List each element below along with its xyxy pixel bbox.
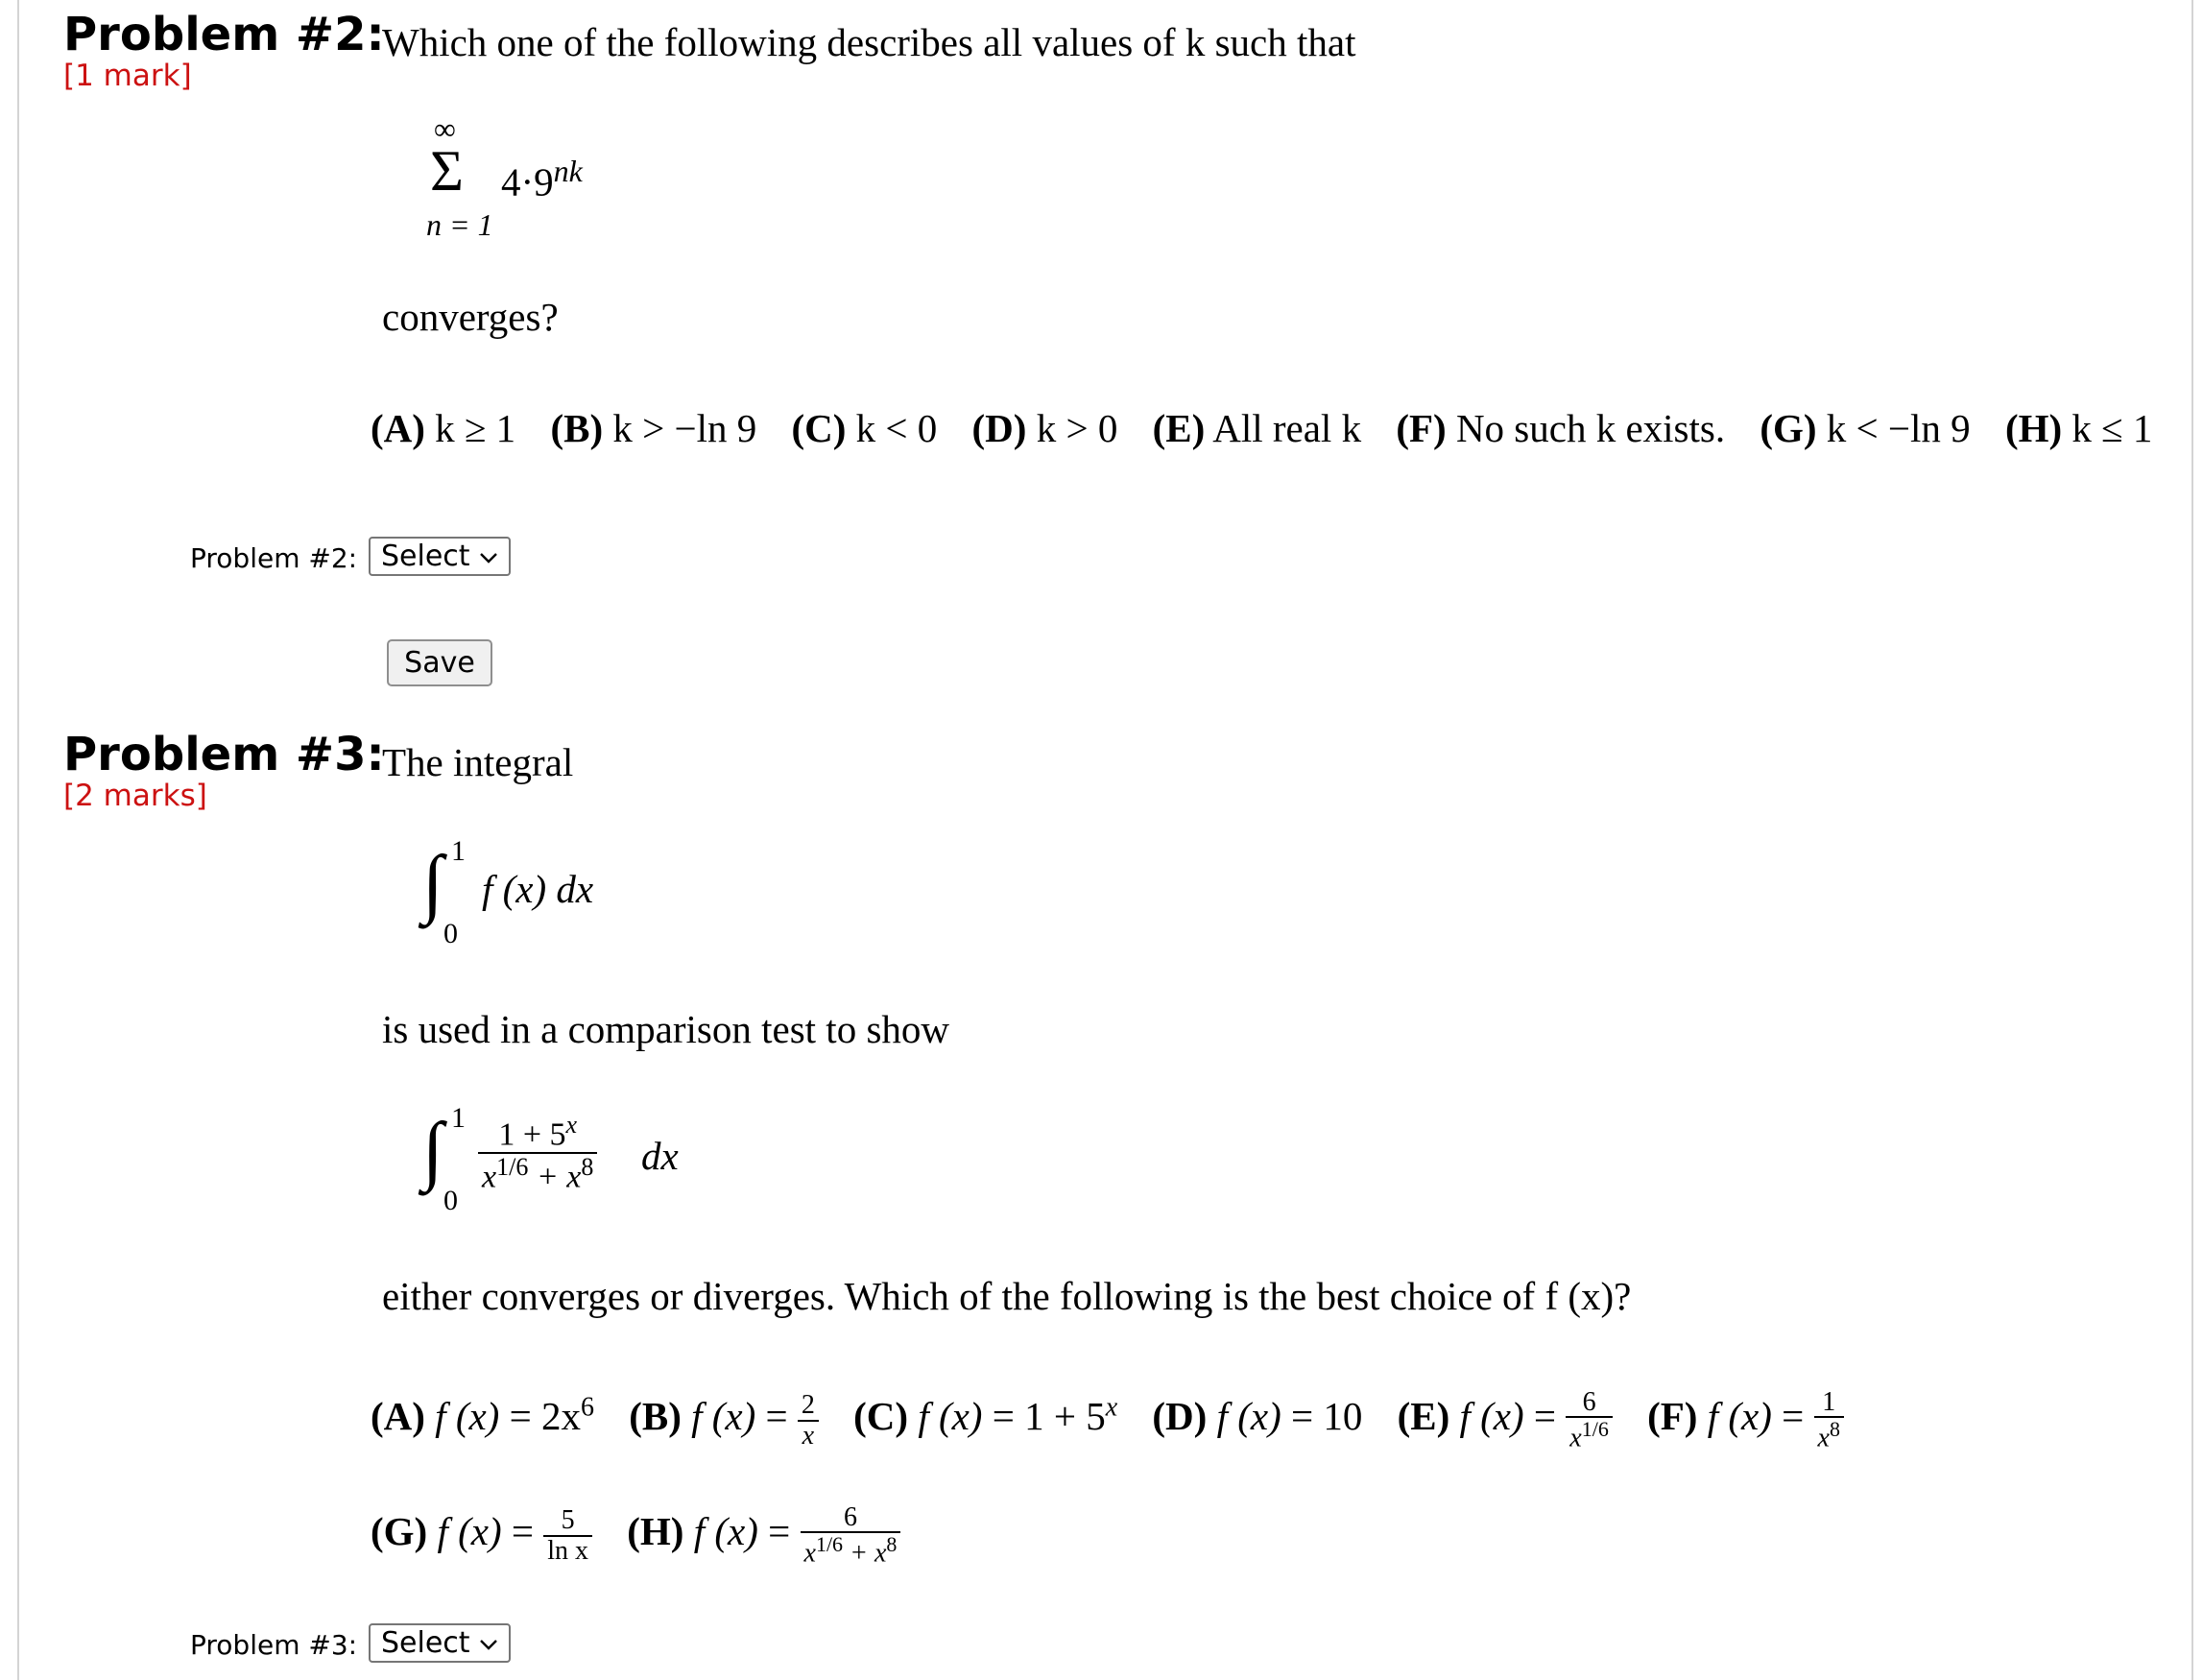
- series-lower-limit: n = 1: [426, 207, 493, 242]
- problem-3-middle-text: is used in a comparison test to show: [382, 1007, 950, 1051]
- p3-choice-d: (D) f (x) = 10: [1152, 1393, 1363, 1438]
- sigma-symbol: Σ: [430, 139, 464, 203]
- chevron-down-icon: [478, 543, 499, 570]
- choice-g: (G) k < −ln 9: [1760, 406, 1971, 450]
- problem-3-choices-row-1: [371, 1388, 1844, 1452]
- problem-3-intro: The integral: [382, 740, 574, 784]
- integral-1-upper: 1: [451, 835, 466, 867]
- problem-2-answer-select[interactable]: [369, 537, 511, 576]
- series-coefficient: 4: [501, 159, 521, 204]
- p3-choice-h: (H) f (x) = $\frac{6}{x^{1/6} + x^8}$: [627, 1509, 900, 1553]
- problem-2-heading: Problem #2:: [63, 8, 385, 61]
- chevron-down-icon: [478, 1630, 499, 1657]
- choice-d: (D) k > 0: [971, 406, 1118, 450]
- series-upper-limit: ∞: [434, 111, 456, 146]
- problem-3-answer-select[interactable]: [369, 1623, 511, 1663]
- save-button[interactable]: Save: [387, 639, 492, 686]
- problem-2-choices: [371, 406, 2153, 450]
- integral-2-fraction: $\frac{1 + 5^x}{x^{1/6} + x^8}$: [478, 1112, 597, 1194]
- choice-b: (B) k > −ln 9: [550, 406, 757, 450]
- problem-3-question: either converges or diverges. Which of the following is the best choice of f (x)?: [382, 1274, 1632, 1318]
- series-exponent: nk: [553, 154, 583, 188]
- integral-2-upper: 1: [451, 1102, 466, 1134]
- integral-2-dx: dx: [641, 1134, 679, 1178]
- problem-2-converges-text: converges?: [382, 295, 559, 339]
- problem-3-choices-row-2: [371, 1503, 900, 1568]
- choice-a: (A) k ≥ 1: [371, 406, 516, 450]
- select-value: Select: [381, 540, 470, 573]
- series-base: 9: [534, 159, 554, 204]
- series-dot: ·: [520, 159, 535, 204]
- integral-2-lower: 0: [443, 1185, 458, 1216]
- integral-1-integrand: f (x) dx: [482, 867, 594, 911]
- p3-choice-c: (C) f $(x) = 1 + 5^x$: [853, 1392, 1118, 1438]
- choice-h: (H) k ≤ 1: [2004, 406, 2153, 450]
- left-border: [17, 0, 19, 1680]
- p3-choice-g: (G) f (x) = $\frac{5}{\text{ln x}}$: [371, 1509, 602, 1553]
- series-term: [501, 156, 583, 203]
- select-value: Select: [381, 1626, 470, 1660]
- choice-f: (F) No such k exists.: [1396, 406, 1726, 450]
- problem-3-marks: [2 marks]: [63, 779, 207, 813]
- p3-choice-a: (A) f $(x) = 2x^6$: [371, 1392, 594, 1438]
- p3-choice-f: (F) f (x) = $\frac{1}{x^8}$: [1647, 1394, 1844, 1438]
- p3-choice-e: (E) f (x) = $\frac{6}{x^{1/6}}$: [1398, 1394, 1623, 1438]
- integral-1-lower: 0: [443, 918, 458, 949]
- problem-3-heading: Problem #3:: [63, 728, 385, 781]
- choice-e: (E) All real k: [1152, 406, 1362, 450]
- integral-sign: ∫: [422, 1108, 443, 1192]
- right-border: [2191, 0, 2193, 1680]
- problem-2-question: Which one of the following describes all values of k such that: [382, 20, 1356, 64]
- problem-2-answer-label: Problem #2:: [190, 542, 358, 574]
- p3-choice-b: (B) f (x) = $\frac{2}{x}$: [629, 1394, 828, 1438]
- integral-sign: ∫: [422, 841, 443, 925]
- problem-2-marks: [1 mark]: [63, 59, 192, 93]
- choice-c: (C) k < 0: [791, 406, 938, 450]
- problem-3-answer-label: Problem #3:: [190, 1629, 358, 1661]
